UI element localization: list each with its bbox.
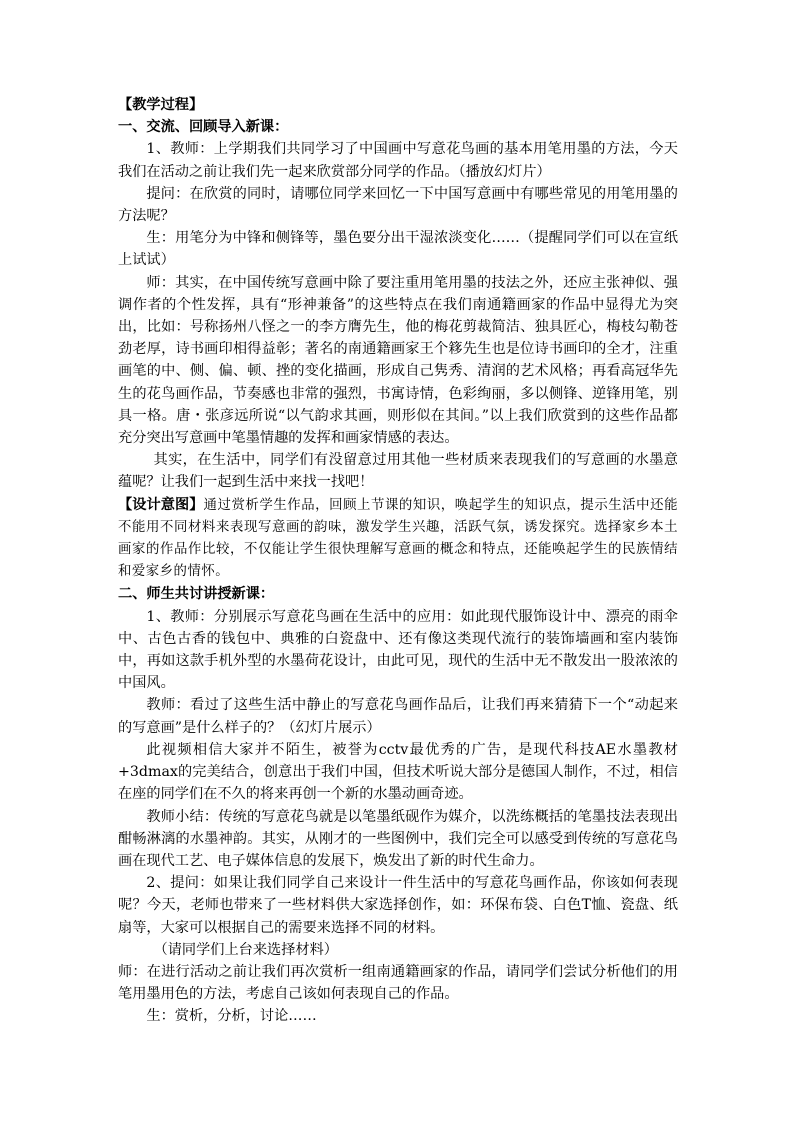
paragraph-5: 其实，在生活中，同学们有没留意过用其他一些材质来表现我们的写意画的水墨意蕴呢？让我们一起到生活中来找一找吧！ — [118, 452, 678, 491]
paragraph-8: 此视频相信大家并不陌生，被誉为cctv最优秀的广告，是现代科技AE水墨教材+3dmax的完美结合，创意出于我们中国，但技术听说大部分是德国人制作，不过，相信在座的同学们在不久的将来再创一个新的水墨动画奇迹。 — [118, 741, 678, 803]
paragraph-11: （请同学们上台来选择材料） — [153, 941, 338, 958]
section-title-1: 一、交流、回顾导入新课： — [118, 119, 289, 136]
section-heading-teaching-process: 【教学过程】 — [118, 97, 204, 113]
paragraph-2: 提问：在欣赏的同时，请哪位同学来回忆一下中国写意画中有哪些常见的用笔用墨的方法呢？ — [118, 185, 678, 225]
paragraph-10: 2、提问：如果让我们同学自己来设计一件生活中的写意花鸟画作品，你该如何表现呢？今天，老师也带来了一些材料供大家选择创作，如：环保布袋、白色T恤、瓷盘、纸扇等，大家可以根据自己的需要来选择不同的材料。 — [118, 875, 678, 936]
paragraph-4: 师：其实，在中国传统写意画中除了要注重用笔用墨的技法之外，还应主张神似、强调作者的个性发挥，具有“形神兼备”的这些特点在我们南通籍画家的作品中显得尤为突出，比如：号称扬州八怪之一的李方膺先生，他的梅花剪裁简洁、独具匠心，梅枝勾勒苍劲老厚，诗书画印相得益彰；著名的南通籍画家王个簃先生也是位诗书画印的全才，注重画笔的中、侧、偏、顿、挫的变化描画，形成自己隽秀、清润的艺术风格；再看高冠华先生的花鸟画作品，节奏感也非常的强烈，书寓诗情，色彩绚丽，多以侧锋、逆锋用笔，别具一格。唐・张彦远所说“以气韵求其画，则形似在其间。”以上我们欣赏到的这些作品都充分突出写意画中笔墨情趣的发挥和画家情感的表达。 — [118, 274, 678, 447]
paragraph-3: 生：用笔分为中锋和侧锋等，墨色要分出干湿浓淡变化……（提醒同学们可以在宣纸上试试） — [118, 230, 678, 269]
paragraph-1: 1、教师：上学期我们共同学习了中国画中写意花鸟画的基本用笔用墨的方法，今天我们在活动之前让我们先一起来欣赏部分同学的作品。（播放幻灯片） — [118, 141, 678, 180]
design-intent-paragraph — [118, 494, 678, 584]
paragraph-7: 教师：看过了这些生活中静止的写意花鸟画作品后，让我们再来猜猜下一个“动起来的写意画”是什么样子的？（幻灯片展示） — [118, 697, 678, 736]
paragraph-12: 师：在进行活动之前让我们再次赏析一组南通籍画家的作品，请同学们尝试分析他们的用笔用墨用色的方法，考虑自己该如何表现自己的作品。 — [118, 963, 678, 1003]
design-intent-tag: 【设计意图】 — [118, 496, 204, 513]
document-body — [118, 94, 678, 1028]
design-intent-text: 通过赏析学生作品，回顾上节课的知识，唤起学生的知识点，提示生活中还能不能用不同材料来表现写意画的韵味，激发学生兴趣，活跃气氛，诱发探究。选择家乡本土画家的作品作比较，不仅能让学生很快理解写意画的概念和特点，还能唤起学生的民族情结和爱家乡的情怀。 — [118, 497, 678, 580]
section-title-2: 二、师生共讨讲授新课： — [118, 586, 275, 603]
paragraph-13: 生：赏析，分析，讨论…… — [146, 1008, 317, 1025]
paragraph-6: 1、教师：分别展示写意花鸟画在生活中的应用：如此现代服饰设计中、漂亮的雨伞中、古色古香的钱包中、典雅的白瓷盘中、还有像这类现代流行的装饰墙画和室内装饰中，再如这款手机外型的水墨荷花设计，由此可见，现代的生活中无不散发出一股浓浓的中国风。 — [118, 608, 678, 692]
paragraph-9: 教师小结：传统的写意花鸟就是以笔墨纸砚作为媒介，以洗练概括的笔墨技法表现出酣畅淋漓的水墨神韵。其实，从刚才的一些图例中，我们完全可以感受到传统的写意花鸟画在现代工艺、电子媒体信息的发展下，焕发出了新的时代生命力。 — [118, 808, 678, 869]
